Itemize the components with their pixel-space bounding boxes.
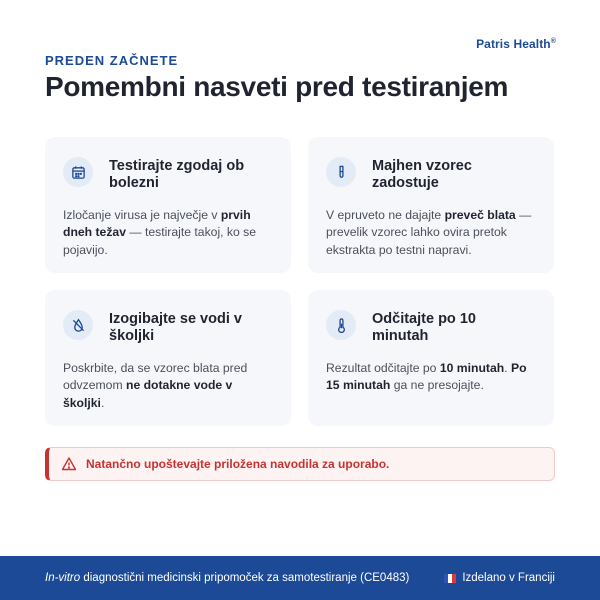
emphasis-text: ne dotakne vode v školjki xyxy=(63,378,233,411)
body-text: V epruveto ne dajajte xyxy=(326,207,445,222)
footer-origin xyxy=(444,572,555,584)
body-text: . xyxy=(100,396,105,411)
body-text: — testirajte takoj, ko se pojavijo. xyxy=(63,225,257,258)
warning-triangle-icon xyxy=(61,456,77,472)
brand-logo xyxy=(476,37,556,51)
card-body xyxy=(63,360,273,413)
emphasis-text: 10 minutah xyxy=(439,360,505,375)
emphasis-text: prvih dneh težav xyxy=(63,207,251,240)
footer-italic: In-vitro xyxy=(45,572,81,584)
card-body xyxy=(63,207,273,260)
footer-disclaimer xyxy=(45,572,409,584)
card-title: Izogibajte se vodi v školjki xyxy=(109,311,242,345)
body-text: Rezultat odčitajte po xyxy=(326,360,440,375)
warning-banner xyxy=(45,447,555,481)
brand-name: Patris Health xyxy=(476,37,551,51)
card-title: Odčitajte po 10 minutah xyxy=(372,311,476,345)
body-text: Poskrbite, da se vzorec blata pred odvzemom xyxy=(63,360,248,393)
card-title: Majhen vzorec zadostuje xyxy=(372,158,472,192)
tip-card-avoid-water xyxy=(45,290,291,426)
body-text: — prevelik vzorec lahko ovira pretok ekstrakta po testni napravi. xyxy=(326,207,532,258)
warning-text: Natančno upoštevajte priložena navodila za uporabo. xyxy=(86,457,390,471)
card-body xyxy=(326,207,536,260)
body-text: ga ne presojajte. xyxy=(390,378,484,393)
body-text: . xyxy=(504,360,511,375)
emphasis-text: preveč blata xyxy=(444,207,516,222)
test-tube-icon xyxy=(326,157,356,187)
card-title: Testirajte zgodaj ob bolezni xyxy=(109,158,245,192)
footer-bar xyxy=(0,556,600,600)
calendar-icon xyxy=(63,157,93,187)
tip-card-test-early xyxy=(45,137,291,273)
card-body xyxy=(326,360,536,395)
body-text: Izločanje virusa je največje v xyxy=(63,207,221,222)
no-water-icon xyxy=(63,310,93,340)
eyebrow-label: PREDEN ZAČNETE xyxy=(45,53,179,68)
emphasis-text: Po 15 minutah xyxy=(326,360,527,393)
thermometer-icon xyxy=(326,310,356,340)
footer-text: diagnostični medicinski pripomoček za samotestiranje (CE0483) xyxy=(80,572,410,584)
made-in-label: Izdelano v Franciji xyxy=(462,572,555,584)
page-title: Pomembni nasveti pred testiranjem xyxy=(45,71,509,102)
france-flag-icon xyxy=(444,574,456,583)
tip-card-small-sample xyxy=(308,137,554,273)
brand-trademark: ® xyxy=(550,38,556,45)
tip-card-read-result xyxy=(308,290,554,426)
